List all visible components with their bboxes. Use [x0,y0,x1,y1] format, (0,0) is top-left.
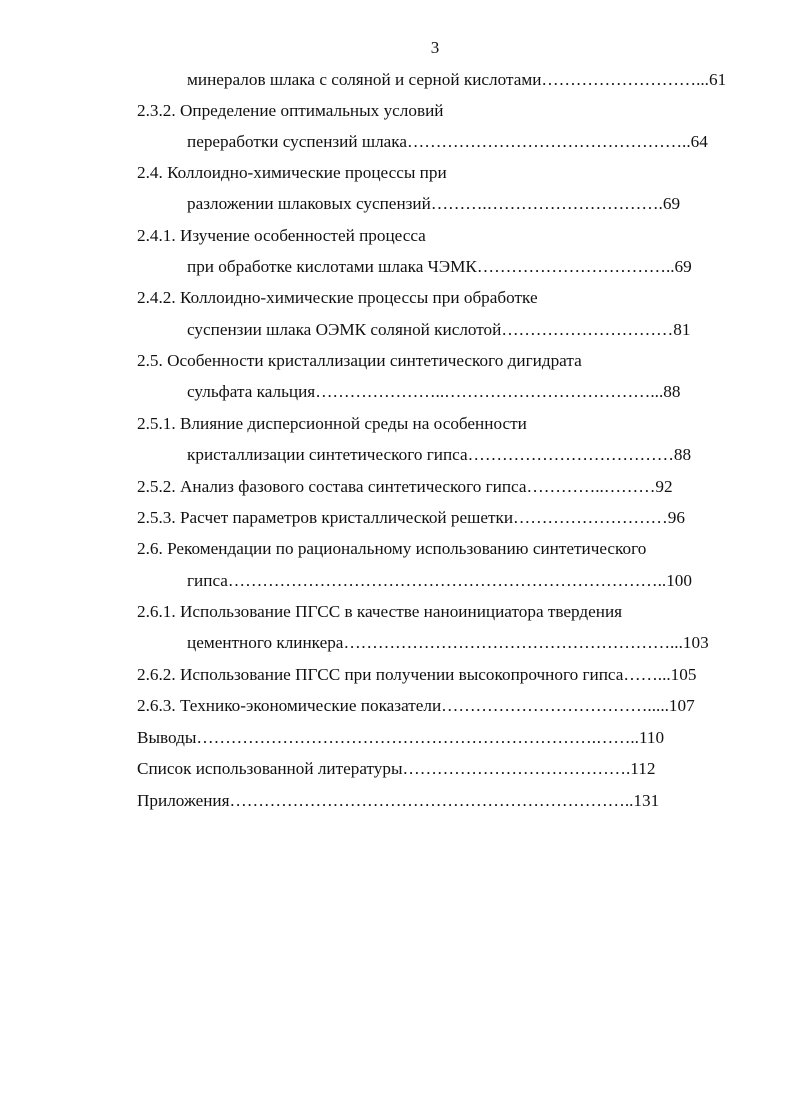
toc-line: 2.6.2. Использование ПГСС при получении высокопрочного гипса……...105 [137,665,697,684]
toc-line: Выводы…………………………………………………………….……..110 [137,728,665,747]
toc-line: 2.6.1. Использование ПГСС в качестве наноинициатора твердения [137,602,623,621]
toc-line: переработки суспензий шлака…………………………………………..64 [187,132,708,151]
toc-line: 2.5. Особенности кристаллизации синтетического дигидрата [137,351,582,370]
toc-line: 2.5.2. Анализ фазового состава синтетического гипса…………..………92 [137,477,673,496]
toc-line: 2.3.2. Определение оптимальных условий [137,101,444,120]
toc-line: 2.6.3. Технико-экономические показатели……………………………….....107 [137,696,695,715]
toc-line: 2.4.2. Коллоидно-химические процессы при обработке [137,288,538,307]
toc-line: гипса…………………………………………………………………..100 [187,571,692,590]
toc-line: при обработке кислотами шлака ЧЭМК……………………………..69 [187,257,692,276]
toc-line: Приложения……………………………………………………………..131 [137,791,660,810]
toc-line: 2.6. Рекомендации по рациональному использованию синтетического [137,539,647,558]
toc-line: 2.5.1. Влияние дисперсионной среды на особенности [137,414,527,433]
toc-line: цементного клинкера…………………………………………………...103 [187,633,709,652]
toc-line: кристаллизации синтетического гипса………………………………88 [187,445,692,464]
toc-line: минералов шлака с соляной и серной кислотами………………………...61 [187,70,727,89]
toc-line: 2.5.3. Расчет параметров кристаллической решетки………………………96 [137,508,685,527]
toc-line: 2.4.1. Изучение особенностей процесса [137,226,426,245]
toc-line: Список использованной литературы………………………………….112 [137,759,656,778]
toc-line: 2.4. Коллоидно-химические процессы при [137,163,447,182]
page-number: 3 [430,38,440,57]
toc-line: суспензии шлака ОЭМК соляной кислотой…………………………81 [187,320,691,339]
toc-line: сульфата кальция…………………..………………………………...88 [187,382,681,401]
toc-line: разложении шлаковых суспензий……….………………………….69 [187,194,681,213]
